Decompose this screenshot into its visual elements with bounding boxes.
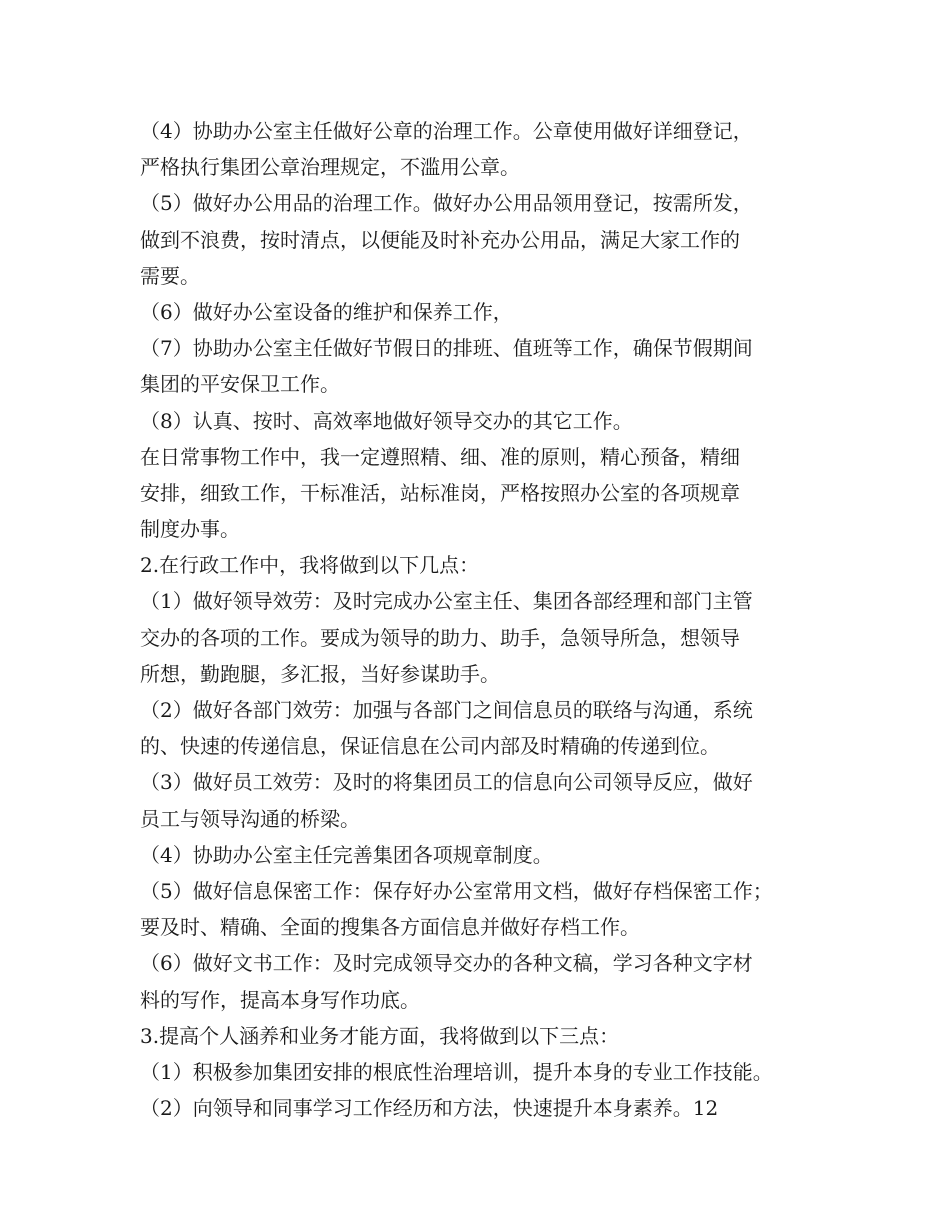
- document-body: [140, 113, 820, 1126]
- text-line: 在日常事物工作中，我一定遵照精、细、准的原则，精心预备，精细: [140, 444, 740, 469]
- text-line: （2）向领导和同事学习工作经历和方法，快速提升本身素养。12: [140, 1096, 719, 1121]
- text-line: 制度办事。: [140, 517, 240, 542]
- text-line: 要及时、精确、全面的搜集各方面信息并做好存档工作。: [140, 915, 640, 940]
- text-line: 料的写作，提高本身写作功底。: [140, 987, 420, 1012]
- text-line: （4）协助办公室主任完善集团各项规章制度。: [140, 842, 553, 867]
- text-line: （6）做好文书工作：及时完成领导交办的各种文稿，学习各种文字材: [140, 951, 753, 976]
- text-line: 严格执行集团公章治理规定，不滥用公章。: [140, 155, 520, 180]
- text-line: （8）认真、按时、高效率地做好领导交办的其它工作。: [140, 408, 633, 433]
- text-line: （6）做好办公室设备的维护和保养工作，: [140, 299, 513, 324]
- text-line: （7）协助办公室主任做好节假日的排班、值班等工作，确保节假期间: [140, 336, 753, 361]
- text-line: （4）协助办公室主任做好公章的治理工作。公章使用做好详细登记，: [140, 119, 753, 143]
- section-heading: 2.在行政工作中，我将做到以下几点：: [140, 553, 480, 578]
- text-line: 交办的各项的工作。要成为领导的助力、助手，急领导所急，想领导: [140, 625, 740, 650]
- text-line: 做到不浪费，按时清点，以便能及时补充办公用品，满足大家工作的: [140, 227, 740, 252]
- text-line: 所想，勤跑腿，多汇报，当好参谋助手。: [140, 661, 500, 686]
- text-line: 需要。: [140, 263, 200, 288]
- text-line: （1）做好领导效劳：及时完成办公室主任、集团各部经理和部门主管: [140, 589, 753, 614]
- text-line: （5）做好办公用品的治理工作。做好办公用品领用登记，按需所发，: [140, 191, 753, 216]
- text-line: 安排，细致工作，干标准活，站标准岗，严格按照办公室的各项规章: [140, 480, 740, 505]
- text-line: 的、快速的传递信息，保证信息在公司内部及时精确的传递到位。: [140, 734, 720, 759]
- text-line: （1）积极参加集团安排的根底性治理培训，提升本身的专业工作技能。: [140, 1059, 773, 1084]
- text-line: （2）做好各部门效劳：加强与各部门之间信息员的联络与沟通，系统: [140, 698, 753, 722]
- text-line: 集团的平安保卫工作。: [140, 372, 340, 397]
- text-line: （3）做好员工效劳：及时的将集团员工的信息向公司领导反应，做好: [140, 770, 753, 795]
- text-line: 员工与领导沟通的桥梁。: [140, 806, 360, 831]
- text-line: （5）做好信息保密工作：保存好办公室常用文档，做好存档保密工作；: [140, 878, 773, 903]
- section-heading: 3.提高个人涵养和业务才能方面，我将做到以下三点：: [140, 1023, 620, 1048]
